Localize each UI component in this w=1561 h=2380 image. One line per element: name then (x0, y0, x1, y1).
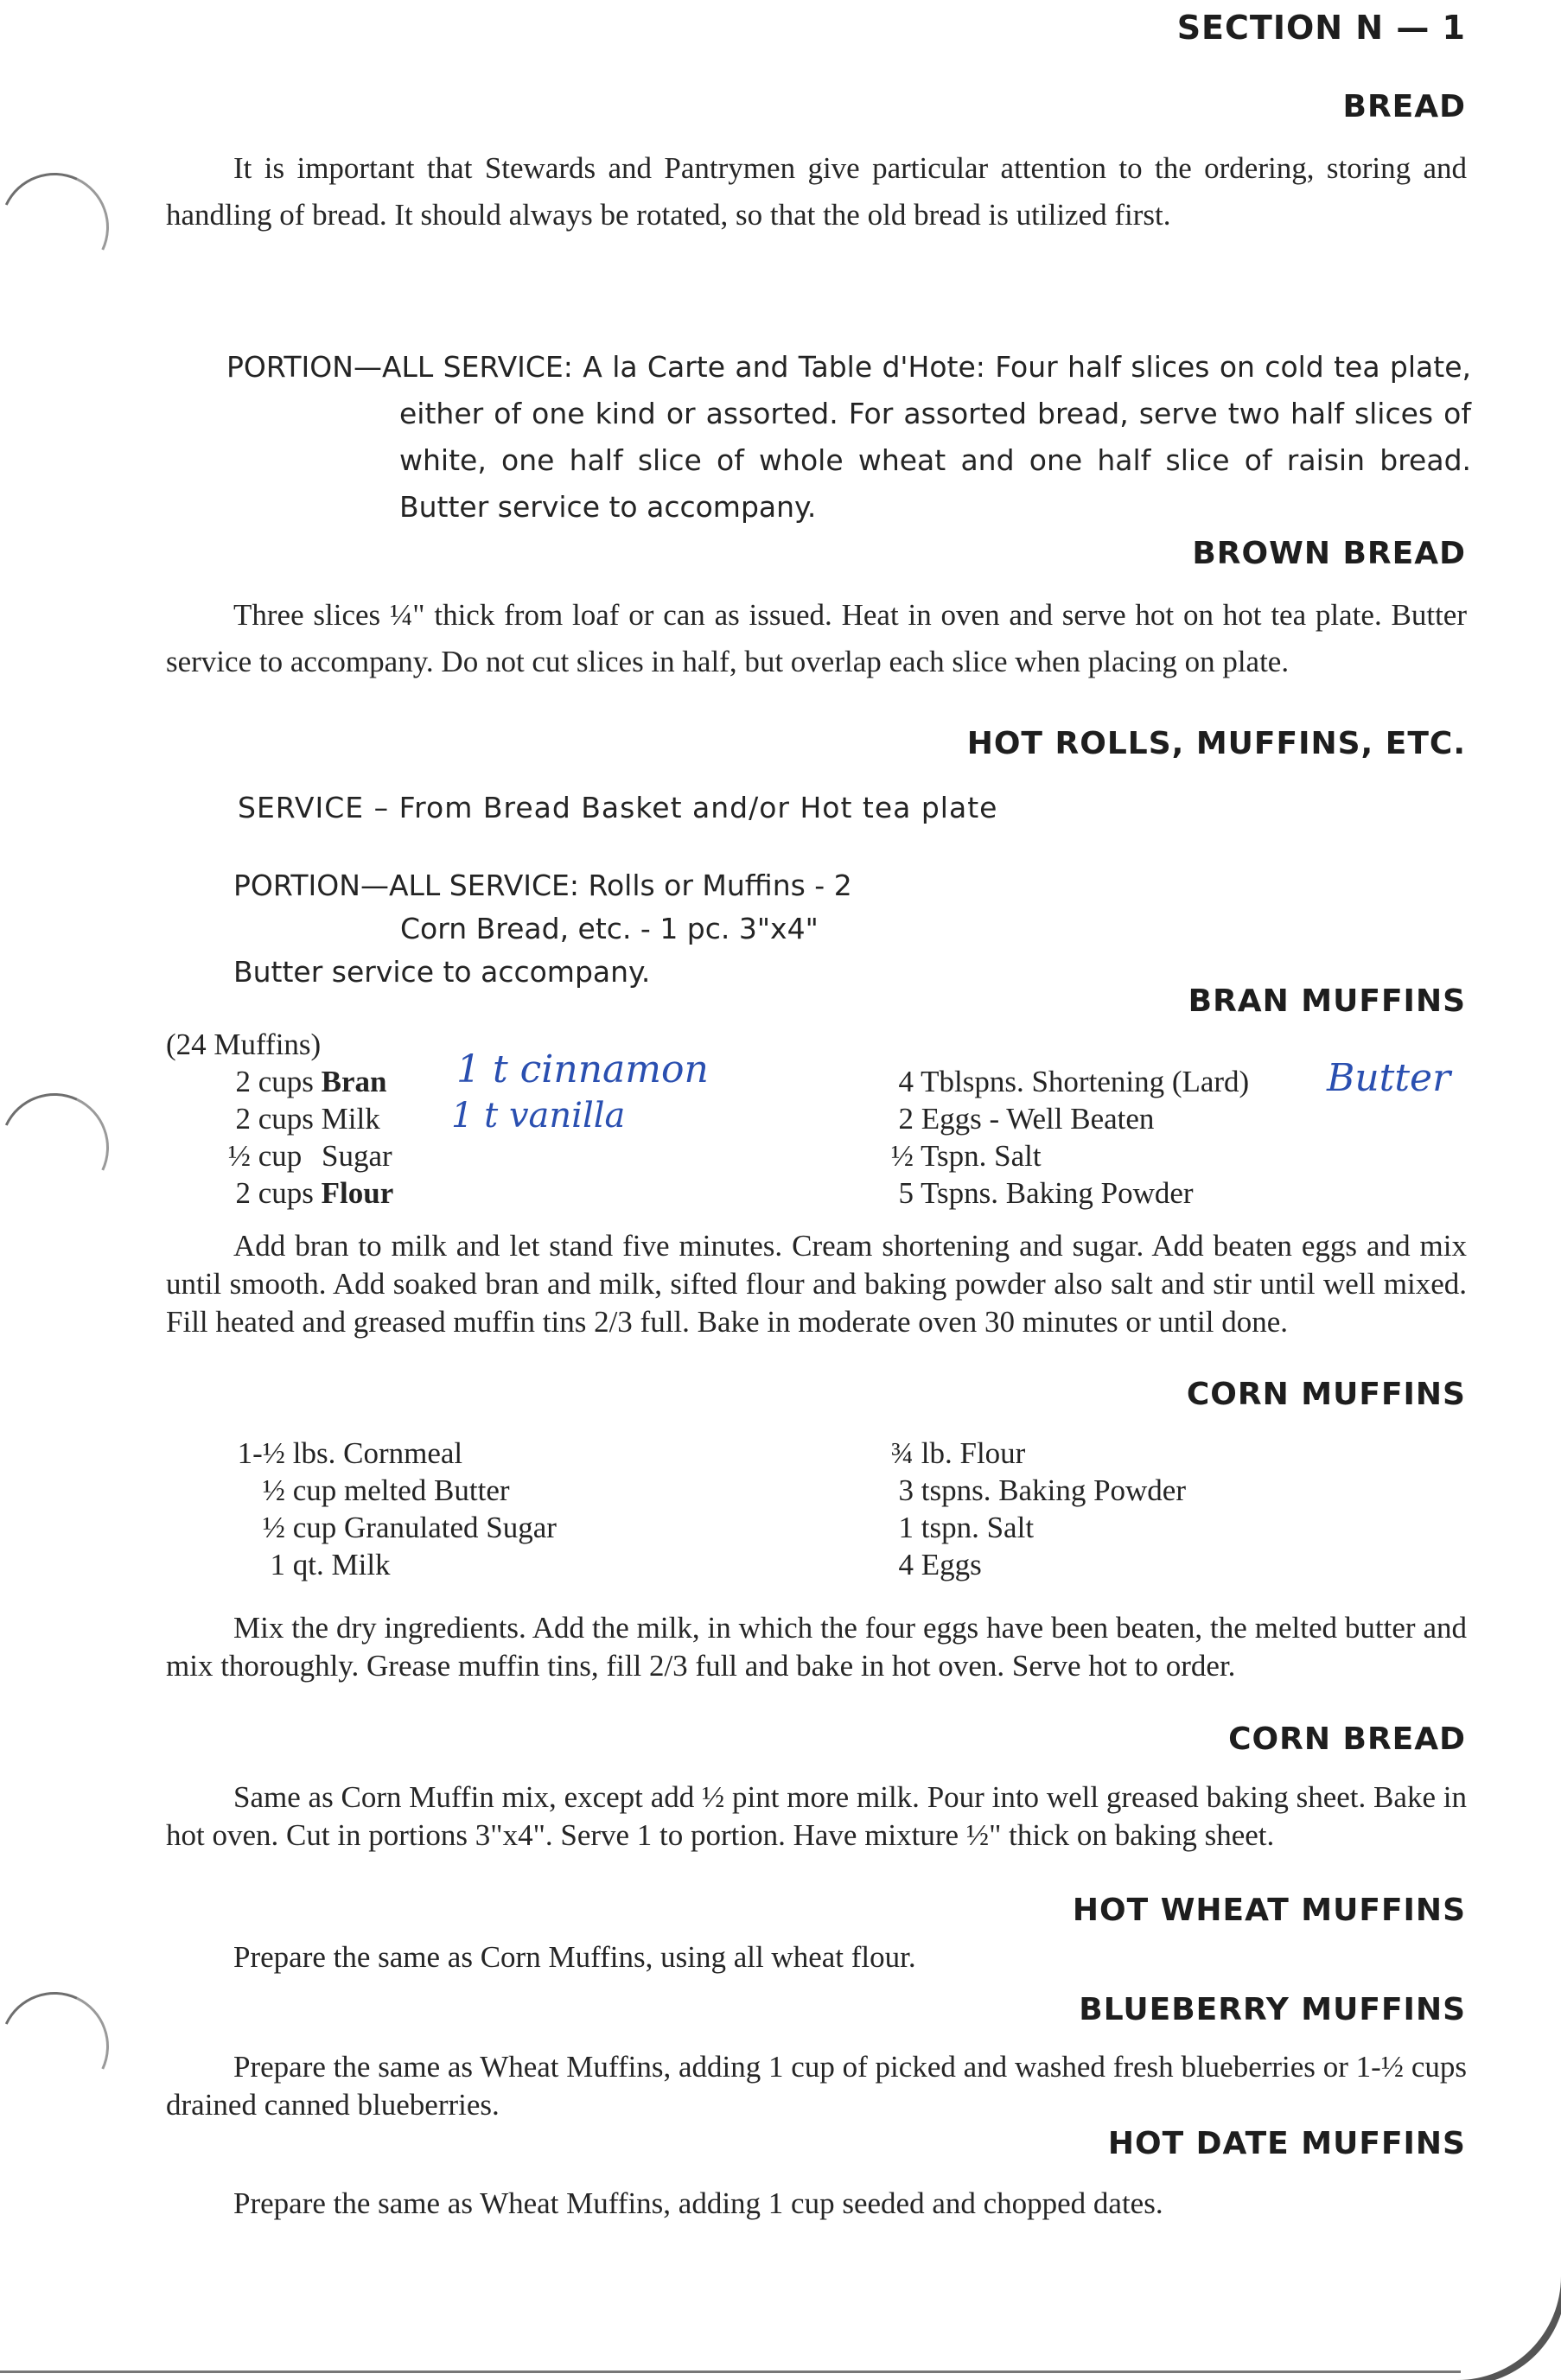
binder-hole-middle (0, 1078, 124, 1217)
corn-bread-heading: CORN BREAD (1228, 1721, 1466, 1757)
ingredient-row: ½ cup Sugar (227, 1139, 392, 1173)
ingredient-row: 1-½ lbs. Cornmeal (237, 1436, 463, 1470)
bran-right-ingredients (886, 1063, 1249, 1212)
corn-muffins-method (166, 1609, 1467, 1685)
bread-portion-label: PORTION—ALL SERVICE: (226, 350, 573, 384)
handwritten-butter: Butter (1327, 1056, 1451, 1100)
hot-rolls-heading: HOT ROLLS, MUFFINS, ETC. (966, 726, 1466, 761)
hot-date-muffins-heading: HOT DATE MUFFINS (1107, 2126, 1466, 2161)
bran-muffins-heading: BRAN MUFFINS (1188, 983, 1466, 1019)
hot-date-muffins-body: Prepare the same as Wheat Muffins, adding 1 cup seeded and chopped dates. (233, 2186, 1163, 2220)
hot-rolls-portion-line2: Corn Bread, etc. - 1 pc. 3"x4" (400, 912, 819, 945)
blueberry-muffins-text (166, 2048, 1467, 2124)
bran-left-ingredients (212, 1063, 393, 1212)
brown-bread-body: Three slices ¼" thick from loaf or can as issued. Heat in oven and serve hot on hot tea plate. Butter service to accompany. Do not cut slices in half, but overlap each slice when placing on plate. (166, 598, 1467, 678)
ingredient-row: 4 Tblspns. Shortening (Lard) (898, 1065, 1250, 1098)
bran-muffins-method-text: Add bran to milk and let stand five minutes. Cream shortening and sugar. Add beaten eggs and mix until smooth. Add soaked bran and milk, sifted flour and baking powder also salt and stir until well mixed. Fill heated and greased muffin tins 2/3 full. Bake in moderate oven 30 minutes or until done. (166, 1229, 1467, 1339)
hot-wheat-muffins-body: Prepare the same as Corn Muffins, using all wheat flour. (233, 1940, 916, 1974)
blueberry-muffins-heading: BLUEBERRY MUFFINS (1079, 1992, 1466, 2027)
hot-date-muffins-text (166, 2180, 1467, 2227)
ingredient-row: ½ cup melted Butter (262, 1473, 510, 1507)
bran-muffins-yield: (24 Muffins) (166, 1028, 322, 1061)
ingredient-row: 5 Tspns. Baking Powder (898, 1176, 1194, 1210)
bread-portion (226, 344, 1471, 531)
ingredient-row: 1 qt. Milk (270, 1548, 391, 1581)
ingredient-row: 4 Eggs (898, 1548, 982, 1581)
brown-bread-text (166, 592, 1467, 685)
corn-left-ingredients (232, 1435, 557, 1583)
page-corner (1449, 2268, 1561, 2380)
handwritten-vanilla: 1 t vanilla (451, 1096, 626, 1136)
ingredient-row: ¾ lb. Flour (890, 1436, 1026, 1470)
hot-wheat-muffins-heading: HOT WHEAT MUFFINS (1072, 1893, 1466, 1928)
hot-rolls-portion (233, 864, 852, 994)
ingredient-row: 2 cups Bran (235, 1065, 387, 1098)
bread-heading: BREAD (1342, 89, 1466, 124)
section-label: SECTION N — 1 (1176, 9, 1466, 47)
ingredient-row: 2 Eggs - Well Beaten (898, 1102, 1155, 1136)
bread-portion-text: A la Carte and Table d'Hote: Four half slices on cold tea plate, either of one kind or assorted. For assorted bread, serve two half slices of white, one half slice of whole wheat and one half slice of raisin bread. Butter service to accompany. (399, 350, 1471, 524)
binder-hole-bottom (0, 1976, 124, 2116)
corn-bread-text (166, 1779, 1467, 1855)
ingredient-row: 3 tspns. Baking Powder (898, 1473, 1186, 1507)
corn-right-ingredients (886, 1435, 1186, 1583)
corn-muffins-heading: CORN MUFFINS (1186, 1377, 1466, 1412)
ingredient-row: 1 tspn. Salt (898, 1511, 1035, 1544)
corn-muffins-method-text: Mix the dry ingredients. Add the milk, in which the four eggs have been beaten, the melted butter and mix thoroughly. Grease muffin tins, fill 2/3 full and bake in hot oven. Serve hot to order. (166, 1611, 1467, 1683)
bran-muffins-method (166, 1227, 1467, 1341)
corn-bread-body: Same as Corn Muffin mix, except add ½ pint more milk. Pour into well greased baking sheet. Bake in hot oven. Cut in portions 3"x4". Serve 1 to portion. Have mixture ½" thick on baking sheet. (166, 1780, 1467, 1852)
hot-rolls-portion-line1: PORTION—ALL SERVICE: Rolls or Muffins - 2 (233, 869, 852, 902)
bread-intro (166, 145, 1467, 239)
binder-hole-top (0, 157, 124, 296)
ingredient-row: 2 cups Milk (235, 1102, 380, 1136)
ingredient-row: ½ cup Granulated Sugar (262, 1511, 557, 1544)
ingredient-row: 2 cups Flour (235, 1176, 394, 1210)
blueberry-muffins-body: Prepare the same as Wheat Muffins, adding 1 cup of picked and washed fresh blueberries or 1-½ cups drained canned blueberries. (166, 2050, 1467, 2122)
hot-rolls-portion-line3: Butter service to accompany. (233, 955, 651, 989)
ingredient-row: ½ Tspn. Salt (890, 1139, 1042, 1173)
hot-wheat-muffins-text (166, 1934, 1467, 1981)
hot-rolls-service: SERVICE – From Bread Basket and/or Hot tea plate (238, 791, 998, 824)
brown-bread-heading: BROWN BREAD (1192, 536, 1466, 571)
handwritten-cinnamon: 1 t cinnamon (456, 1047, 709, 1091)
page-bottom-edge (0, 2370, 1461, 2373)
bread-intro-text: It is important that Stewards and Pantrymen give particular attention to the ordering, storing and handling of bread. It should always be rotated, so that the old bread is utilized first. (166, 151, 1467, 232)
